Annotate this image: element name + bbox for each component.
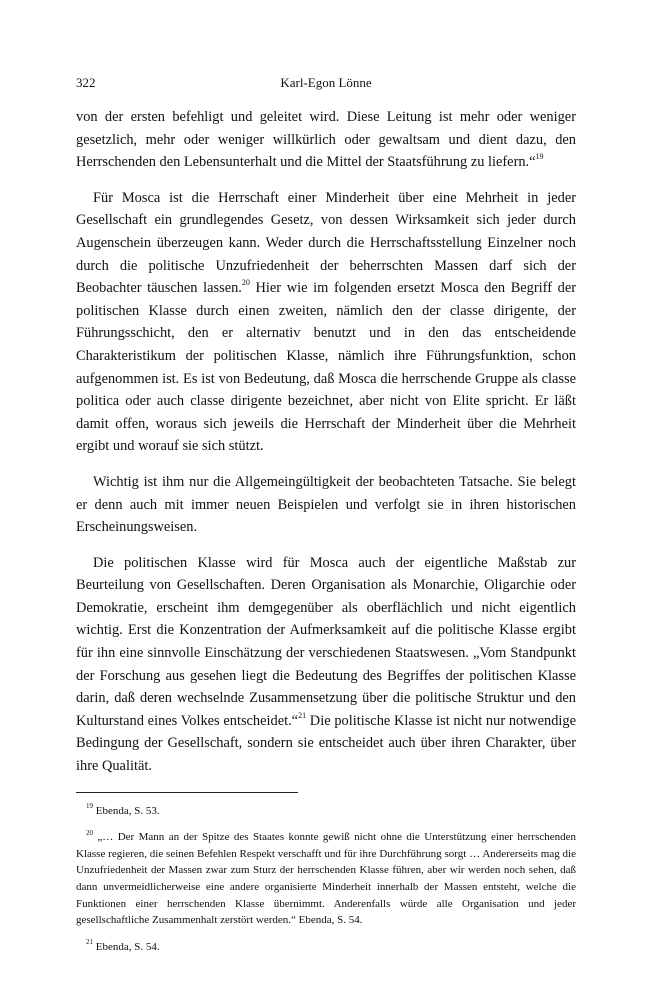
footnote-text: Ebenda, S. 53. bbox=[93, 804, 160, 817]
running-title: Karl-Egon Lönne bbox=[280, 75, 372, 90]
paragraph-2-text-a: Für Mosca ist die Herrschaft einer Minderheit über eine Mehrheit in jeder Gesellschaft ein grundlegendes Gesetz, von dessen Wirksamkeit sich jeder durch Augenschein überzeugen kann. Weder durch die Herrschaftsstellung Einzelner noch durch die politische Unzufriedenheit der beherrschten Massen darf sich der Beobachter täuschen lassen. bbox=[76, 189, 576, 297]
footnote-number: 21 bbox=[86, 938, 93, 947]
paragraph-4 bbox=[76, 552, 576, 778]
paragraph-2 bbox=[76, 187, 576, 458]
footnote-divider bbox=[76, 792, 298, 793]
footnote-number: 19 bbox=[86, 801, 93, 810]
paragraph-2-text-b: Hier wie im folgenden ersetzt Mosca den Begriff der politischen Klasse durch einen zweiten, nämlich den der classe dirigente, der Führungsschicht, den er alternativ benutzt und in den das entscheidende Charakteristikum der politischen Klasse, nämlich ihre Führungsfunktion, schon aufgenommen ist. Es ist von Bedeutung, daß Mosca die herrschende Gruppe als classe politica oder auch classe dirigente bezeichnet, aber nicht von Elite spricht. Er läßt damit offen, woraus sich jeweils die Herrschaft der Minderheit über die Mehrheit ergibt und worauf sie sich stützt. bbox=[76, 280, 576, 455]
footnote-ref-20: 20 bbox=[241, 278, 250, 288]
running-head bbox=[76, 74, 576, 94]
footnote-text: Ebenda, S. 54. bbox=[93, 940, 160, 953]
footnote-text: „… Der Mann an der Spitze des Staates konnte gewiß nicht ohne die Unterstützung einer herrschenden Klasse regieren, die seinen Befehlen Respekt verschafft und für ihre Durchführung sorgt … Andererseits mag die Unzufriedenheit der Massen zwar zum Sturz der herrschenden Klasse führen, aber wir werden noch sehen, daß dann unvermeidlicherweise eine andere organisierte Minderheit innerhalb der Massen entsteht, welche die Funktionen einer herrschenden Klasse übernimmt. Anderenfalls würde alle Organisation und jeder gesellschaftliche Zusammenhalt zerstört werden.“ Ebenda, S. 54. bbox=[76, 831, 576, 927]
paragraph-1 bbox=[76, 106, 576, 174]
page-number: 322 bbox=[76, 75, 96, 90]
paragraph-3-text: Wichtig ist ihm nur die Allgemeingültigkeit der beobachteten Tatsache. Sie belegt er denn auch mit immer neuen Beispielen und verfolgt sie in ihren historischen Erscheinungsweisen. bbox=[76, 473, 576, 536]
paragraph-4-text-a: Die politischen Klasse wird für Mosca auch der eigentliche Maßstab zur Beurteilung von Gesellschaften. Deren Organisation als Monarchie, Oligarchie oder Demokratie, erscheint ihm demgegenüber als oberflächlich und nicht eigentlich wichtig. Erst die Konzentration der Aufmerksamkeit auf die politische Klasse ergibt für ihn eine sinnvolle Einschätzung der verschiedenen Staatswesen. „Vom Standpunkt der Forschung aus gesehen liegt die Bedeutung des Begriffes der politischen Klasse darin, daß deren wechselnde Zusammensetzung über die politische Struktur und den Kulturstand eines Volkes entscheidet.“ bbox=[76, 554, 576, 729]
footnote-number: 20 bbox=[86, 828, 93, 837]
footnote-21 bbox=[76, 939, 576, 956]
footnote-ref-19: 19 bbox=[535, 152, 544, 162]
footnote-20 bbox=[76, 829, 576, 929]
footnote-19 bbox=[76, 803, 576, 820]
footnotes bbox=[76, 803, 576, 956]
footnote-ref-21: 21 bbox=[298, 711, 307, 721]
paragraph-3 bbox=[76, 471, 576, 539]
book-page bbox=[76, 74, 576, 965]
paragraph-4-text-b: Die politische Klasse ist nicht nur notwendige Bedingung der Gesellschaft, sondern sie entscheidet auch über ihren Charakter, über ihre Qualität. bbox=[76, 712, 576, 775]
body-text bbox=[76, 106, 576, 778]
paragraph-1-text: von der ersten befehligt und geleitet wird. Diese Leitung ist mehr oder weniger gesetzlich, mehr oder weniger willkürlich oder gewaltsam und dient dazu, den Herrschenden den Lebensunterhalt und die Mittel der Staatsführung zu liefern.“ bbox=[76, 109, 576, 171]
